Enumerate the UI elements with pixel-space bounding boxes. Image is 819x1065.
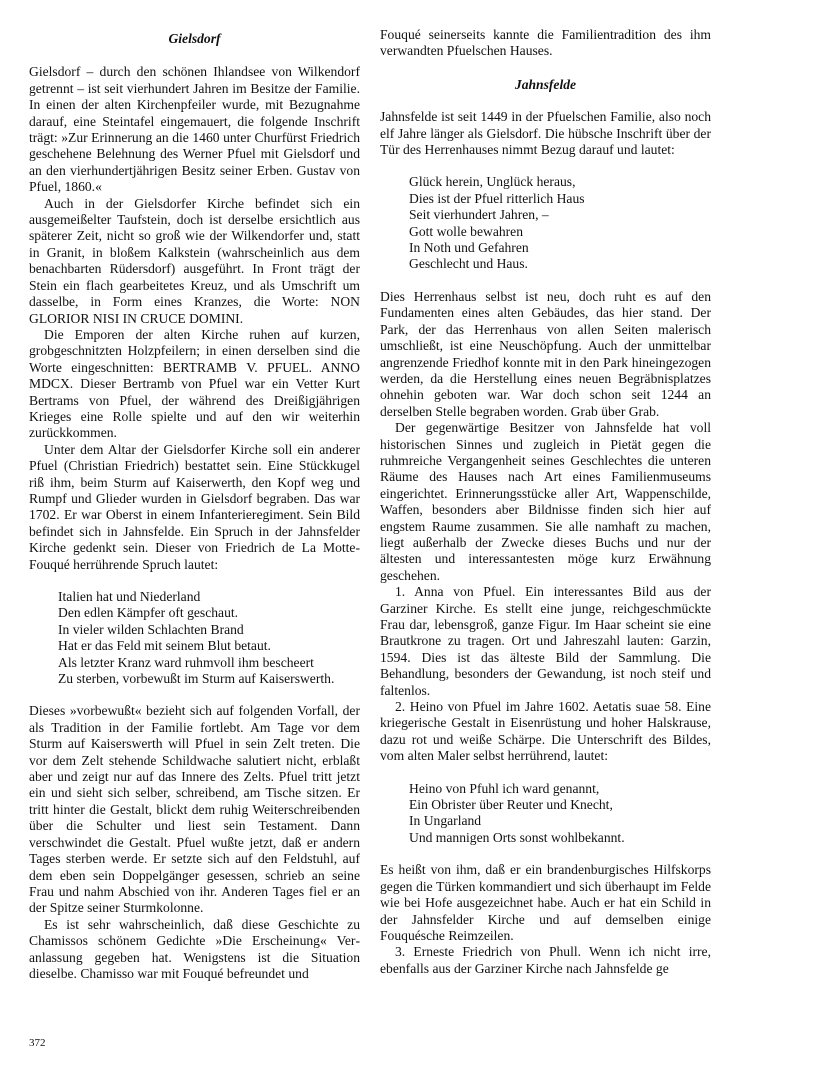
verse-line: In Noth und Gefahren [409, 240, 529, 256]
verse-line: Hat er das Feld mit seinem Blut betaut. [58, 638, 271, 654]
verse-block [409, 174, 711, 272]
paragraph: Jahnsfelde ist seit 1449 in der Pfuelschen Familie, also noch elf Jahre länger als Gielsdorf. Die hübsche Inschrift über der Tür des Herrenhauses nimmt Bezug darauf und lautet: [380, 109, 711, 158]
verse-block [409, 781, 711, 847]
paragraph: 2. Heino von Pfuel im Jahre 1602. Aetatis suae 58. Eine kriegerische Gestalt in Eisenrüstung und hoher Halskrause, dazu rot und weiße Schärpe. Die Unterschrift des Bildes, vom alten Maler selbst herrührend, lautet: [380, 699, 711, 764]
paragraph: 3. Erneste Friedrich von Phull. Wenn ich nicht irre, ebenfalls aus der Garziner Kirche nach Jahnsfelde ge [380, 944, 711, 976]
paragraph: 1. Anna von Pfuel. Ein interessantes Bild aus der Garziner Kirche. Es stellt eine junge, reichgeschmückte Frau dar, lebensgroß, ganze Figur. Im Haar scheint sie eine Brautkrone zu tragen. Ort und Jahreszahl lauten: Garzin, 1594. Dies ist das älteste Bild der Sammlung. Die Behandlung, besonders der Gewandung, ist noch steif und faltenlos. [380, 584, 711, 698]
paragraph: Es heißt von ihm, daß er ein brandenburgisches Hilfskorps gegen die Türken kommandiert und sich überhaupt im Felde wie bei Hofe ausgezeichnet habe. Auch er hat ein Schild in der Jahnsfelder Kirche und auf demselben einige Fouquésche Reimzeilen. [380, 862, 711, 943]
verse-line: Und mannigen Orts sonst wohlbekannt. [409, 829, 625, 845]
paragraph: Der gegenwärtige Besitzer von Jahnsfelde hat voll historischen Sinnes und zugleich in Pietät gegen die ruhmreiche Vergangenheit seines Geschlechtes die unteren Räume des Hauses nach Art eines Familienmuseums eingerichtet. Erinnerungsstücke aller Art, Wappenschilde, Waffen, besonders aber Bildnisse finden sich hier auf engstem Raume zusammen. Sie alle namhaft zu machen, liegt außerhalb der Zwecke dieses Buchs und nur der ältesten und interessantesten möge kurz Erwähnung geschehen. [380, 420, 711, 583]
paragraph: Gielsdorf – durch den schönen Ihlandsee von Wilkendorf getrennt – ist seit vierhundert Jahren im Besitze der Familie. In einen der alten Kirchenpfeiler wurde, mit Bezugnahme darauf, eine Steintafel eingemauert, die folgende Inschrift trägt: »Zur Erinnerung an die 1460 unter Churfürst Friedrich geschehene Belehnung des Werner Pfuel mit Gielsdorf und an den vierhundertjährigen Besitz seiner Erben. Gustav von Pfuel, 1860.« [29, 64, 360, 195]
verse-line: Dies ist der Pfuel ritterlich Haus [409, 190, 585, 206]
paragraph: Unter dem Altar der Gielsdorfer Kirche soll ein anderer Pfuel (Christian Friedrich) bestattet sein. Eine Stückkugel riß ihm, beim Sturm auf Kaiserwerth, den Kopf weg und Rumpf und Glieder wurden in Gielsdorf begraben. Das war 1702. Er war Oberst in einem Infanterieregiment. Sein Bild befindet sich in Jahnsfelde. Ein Spruch in der Jahnsfelder Kirche gedenkt sein. Dieser von Friedrich de La Motte-Fouqué herrührende Spruch lautet: [29, 441, 360, 572]
verse-line: Glück herein, Unglück heraus, [409, 174, 576, 190]
verse-line: Gott wolle bewahren [409, 223, 524, 239]
verse-line: Heino von Pfuhl ich ward genannt, [409, 780, 600, 796]
paragraph: Es ist sehr wahrscheinlich, daß diese Geschichte zu Chamissos schönem Gedichte »Die Erscheinung« Veranlassung gegeben hat. Wenigstens ist die Situation dieselbe. Chamisso war mit Fouqué befreundet und [29, 916, 360, 981]
left-column [29, 27, 360, 982]
paragraph: Dieses »vorbewußt« bezieht sich auf folgenden Vorfall, der als Tradition in der Familie fortlebt. Am Tage vor dem Sturm auf Kaiserswerth will Pfuel in sein Zelt treten. Die vor dem Zelt stehende Schildwache salutiert nicht, erblaßt aber und zeigt nur auf das Innere des Zelts. Pfuel tritt jetzt ein und sieht sich selber, schreibend, am Tische sitzen. Er tritt hinter die Gestalt, blickt dem ruhig Weiterschreibenden über die Schulter und liest sein Testament. Dann verschwindet die Gestalt. Pfuel wußte jetzt, daß er andern Tages sterben werde. Er setzte sich auf den Feldstuhl, auf dem eben sein Doppelgänger gesessen, schrieb an seine Frau und nahm Abschied von ihr. Anderen Tages fiel er an der Spitze seiner Sturmkolonne. [29, 703, 360, 916]
paragraph: Auch in der Gielsdorfer Kirche befindet sich ein ausgemeißelter Taufstein, doch ist derselbe ersichtlich aus späterer Zeit, nicht so groß wie der Wilkendorfer und, statt in Granit, in bloßem Kalkstein (wahrscheinlich aus dem benachbarten Rüdersdorf) ausgeführt. In Front trägt der Stein ein flach gearbeitetes Kreuz, und als Umschrift um dasselbe, in Form eines Kranzes, die Worte: NON GLORIOR NISI IN CRUCE DOMINI. [29, 195, 360, 326]
verse-line: Seit vierhundert Jahren, – [409, 207, 549, 223]
verse-line: Italien hat und Niederland [58, 589, 201, 604]
verse-line: Den edlen Kämpfer oft geschaut. [58, 605, 239, 621]
verse-line: Geschlecht und Haus. [409, 256, 528, 272]
verse-line: Ein Obrister über Reuter und Knecht, [409, 797, 613, 813]
paragraph: Fouqué seinerseits kannte die Familientradition des ihm verwandten Pfuelschen Hauses. [380, 27, 711, 59]
verse-block [58, 589, 360, 687]
verse-line: Als letzter Kranz ward ruhmvoll ihm bescheert [58, 654, 314, 670]
verse-line: In vieler wilden Schlachten Brand [58, 621, 244, 637]
section-heading-gielsdorf: Gielsdorf [168, 31, 221, 46]
paragraph: Die Emporen der alten Kirche ruhen auf kurzen, grobgeschnitzten Holzpfeilern; in einen derselben sind die Worte eingeschnitten: BERTRAMB V. PFUEL. ANNO MDCX. Dieser Bertramb von Pfuel war ein Vetter Kurt Bertrams von Pfuel, der während des Dreißigjährigen Krieges eine Rolle spielte und auf den wir weiterhin zurückkommen. [29, 326, 360, 441]
verse-line: In Ungarland [409, 813, 482, 829]
page-number: 372 [29, 1037, 46, 1049]
section-heading-jahnsfelde: Jahnsfelde [514, 76, 577, 92]
verse-line: Zu sterben, vorbewußt im Sturm auf Kaiserswerth. [58, 671, 335, 687]
right-column [380, 27, 711, 977]
paragraph: Dies Herrenhaus selbst ist neu, doch ruht es auf den Fundamenten eines alten Gebäudes, das hier stand. Der Park, der das Herrenhaus von allen Seiten malerisch umschließt, ist eine Neuschöpfung. Auch der unmittelbar angrenzende Friedhof konnte mit in den Park hineingezogen werden, da die Herstellung eines neuen Begräbnisplatzes ohnehin geboten war. War doch schon seit 1244 an derselben Stelle begraben worden. Grab über Grab. [380, 288, 711, 419]
